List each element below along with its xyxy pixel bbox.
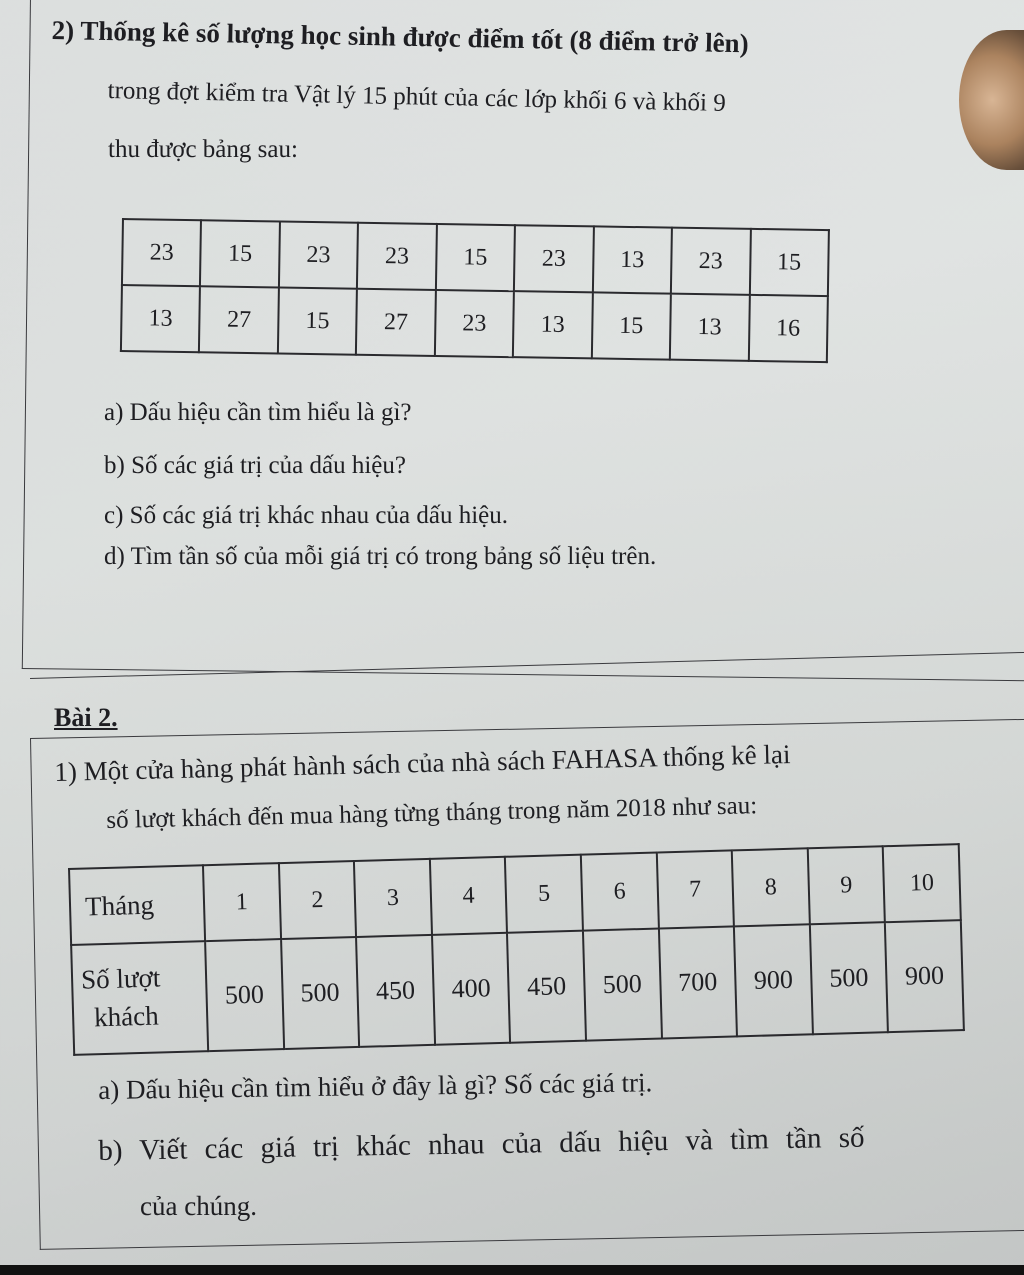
table-cell: 27 xyxy=(199,286,278,353)
month-cell: 5 xyxy=(505,855,583,933)
visits-cell: 900 xyxy=(885,920,964,1032)
q2-part-d: d) Tìm tần số của mỗi giá trị có trong bảng số liệu trên. xyxy=(104,543,657,570)
table-cell: 13 xyxy=(670,294,749,361)
visits-table-row xyxy=(71,920,964,1055)
visits-cell: 450 xyxy=(356,935,435,1047)
row-label-visits-1: Số lượt xyxy=(80,962,161,995)
bottom-edge xyxy=(0,1265,1024,1275)
row-label-visits xyxy=(71,941,208,1055)
table-cell: 23 xyxy=(435,290,514,357)
score-table-row xyxy=(122,219,829,296)
score-table-row xyxy=(121,285,828,362)
table-cell: 16 xyxy=(748,295,828,362)
visits-cell: 900 xyxy=(734,924,813,1036)
table-cell: 23 xyxy=(514,225,593,292)
table-cell: 23 xyxy=(357,223,436,290)
month-cell: 10 xyxy=(883,844,961,922)
table-cell: 15 xyxy=(591,292,670,359)
table-cell: 23 xyxy=(671,228,750,295)
bai2-line-2: số lượt khách đến mua hàng từng tháng trong năm 2018 như sau: xyxy=(106,792,758,834)
table-cell: 23 xyxy=(279,221,358,288)
bai2-part-b-line-1: b) Viết các giá trị khác nhau của dấu hiệu và tìm tần số xyxy=(98,1121,865,1167)
visits-cell: 450 xyxy=(507,931,586,1043)
q2-part-a: a) Dấu hiệu cần tìm hiểu là gì? xyxy=(104,399,412,426)
score-table xyxy=(120,218,830,363)
visits-cell: 500 xyxy=(583,929,662,1041)
month-cell: 9 xyxy=(807,846,885,924)
table-cell: 15 xyxy=(749,229,829,296)
visits-cell: 700 xyxy=(658,926,737,1038)
table-cell: 23 xyxy=(122,219,201,286)
month-cell: 6 xyxy=(581,853,659,931)
visits-cell: 500 xyxy=(205,939,284,1051)
bai2-part-b-line-2: của chúng. xyxy=(140,1191,257,1221)
table-cell: 13 xyxy=(593,226,672,293)
visits-cell: 500 xyxy=(810,922,889,1034)
month-cell: 4 xyxy=(430,857,508,935)
table-cell: 15 xyxy=(200,220,279,287)
visits-table xyxy=(68,843,965,1056)
q2-part-c: c) Số các giá trị khác nhau của dấu hiệu. xyxy=(104,502,508,529)
month-cell: 3 xyxy=(354,859,432,937)
q2-line-1: 2) Thống kê số lượng học sinh được điểm tốt (8 điểm trở lên) xyxy=(51,14,749,59)
row-label-month: Tháng xyxy=(69,865,205,945)
visits-cell: 400 xyxy=(432,933,511,1045)
table-cell: 13 xyxy=(121,285,200,352)
table-cell: 13 xyxy=(513,291,592,358)
q2-line-3: thu được bảng sau: xyxy=(108,136,298,163)
bai2-part-a: a) Dấu hiệu cần tìm hiểu ở đây là gì? Số các giá trị. xyxy=(98,1067,653,1105)
table-cell: 27 xyxy=(356,289,435,356)
visits-cell: 500 xyxy=(281,937,360,1049)
month-cell: 1 xyxy=(203,863,281,941)
month-cell: 7 xyxy=(656,850,734,928)
row-label-visits-2: khách xyxy=(93,1000,160,1033)
bai2-line-1: 1) Một cửa hàng phát hành sách của nhà sách FAHASA thống kê lại xyxy=(54,739,791,787)
table-cell: 15 xyxy=(278,287,357,354)
month-cell: 8 xyxy=(732,848,810,926)
bai2-heading: Bài 2. xyxy=(54,703,118,732)
q2-line-2: trong đợt kiểm tra Vật lý 15 phút của các lớp khối 6 và khối 9 xyxy=(107,76,727,117)
table-cell: 15 xyxy=(436,224,515,291)
month-cell: 2 xyxy=(279,861,357,939)
q2-part-b: b) Số các giá trị của dấu hiệu? xyxy=(104,452,406,479)
